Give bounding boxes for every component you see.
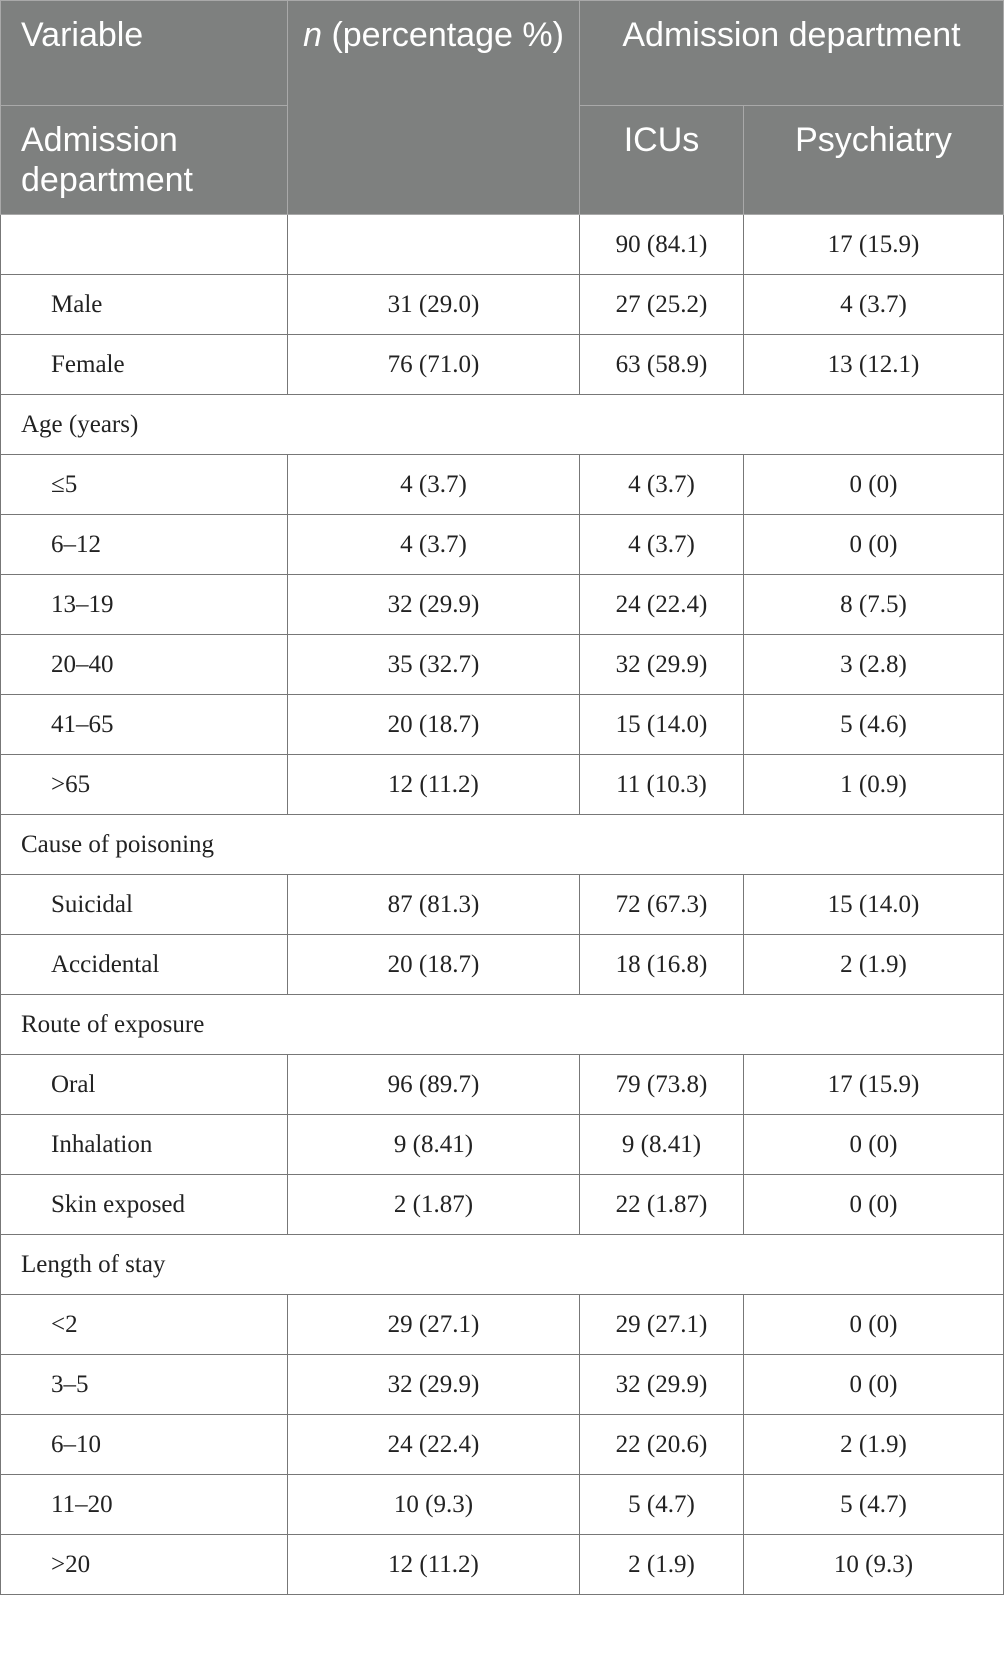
cell-psychiatry: 2 (1.9) [744, 1415, 1004, 1475]
cell-n-percentage: 24 (22.4) [288, 1415, 580, 1475]
cell-n-percentage: 32 (29.9) [288, 1355, 580, 1415]
section-label: Route of exposure [1, 995, 1004, 1055]
header-sub-admission-department: Admission department [1, 106, 288, 215]
cell-icus: 4 (3.7) [580, 455, 744, 515]
cell-icus: 2 (1.9) [580, 1535, 744, 1595]
table-section-row [1, 395, 1004, 455]
table-row [1, 1355, 1004, 1415]
table-row [1, 755, 1004, 815]
cell-icus: 22 (1.87) [580, 1175, 744, 1235]
row-label: Accidental [1, 935, 288, 995]
cell-icus: 90 (84.1) [580, 215, 744, 275]
row-label: >20 [1, 1535, 288, 1595]
row-label: 13–19 [1, 575, 288, 635]
table-row [1, 215, 1004, 275]
cell-icus: 11 (10.3) [580, 755, 744, 815]
cell-icus: 32 (29.9) [580, 1355, 744, 1415]
cell-psychiatry: 0 (0) [744, 1175, 1004, 1235]
row-label: Oral [1, 1055, 288, 1115]
cell-psychiatry: 3 (2.8) [744, 635, 1004, 695]
cell-icus: 63 (58.9) [580, 335, 744, 395]
table-section-row [1, 815, 1004, 875]
row-label: Suicidal [1, 875, 288, 935]
table-row [1, 635, 1004, 695]
table-row [1, 1475, 1004, 1535]
cell-n-percentage: 31 (29.0) [288, 275, 580, 335]
row-label: 3–5 [1, 1355, 288, 1415]
cell-psychiatry: 0 (0) [744, 1115, 1004, 1175]
cell-n-percentage [288, 215, 580, 275]
cell-icus: 18 (16.8) [580, 935, 744, 995]
cell-psychiatry: 0 (0) [744, 455, 1004, 515]
header-icus: ICUs [580, 106, 744, 215]
cell-n-percentage: 87 (81.3) [288, 875, 580, 935]
cell-psychiatry: 2 (1.9) [744, 935, 1004, 995]
header-admission-department: Admission department [580, 1, 1004, 106]
row-label: 41–65 [1, 695, 288, 755]
section-label: Age (years) [1, 395, 1004, 455]
cell-n-percentage: 12 (11.2) [288, 1535, 580, 1595]
cell-icus: 32 (29.9) [580, 635, 744, 695]
cell-psychiatry: 5 (4.7) [744, 1475, 1004, 1535]
cell-psychiatry: 5 (4.6) [744, 695, 1004, 755]
table-row [1, 875, 1004, 935]
header-row [1, 1, 1004, 106]
header-psychiatry: Psychiatry [744, 106, 1004, 215]
cell-psychiatry: 13 (12.1) [744, 335, 1004, 395]
row-label: 6–10 [1, 1415, 288, 1475]
cell-icus: 24 (22.4) [580, 575, 744, 635]
table-row [1, 1535, 1004, 1595]
cell-psychiatry: 0 (0) [744, 1355, 1004, 1415]
row-label: ≤5 [1, 455, 288, 515]
cell-n-percentage: 20 (18.7) [288, 695, 580, 755]
header-n-percentage [288, 1, 580, 215]
cell-n-percentage: 4 (3.7) [288, 515, 580, 575]
cell-icus: 79 (73.8) [580, 1055, 744, 1115]
table-row [1, 1295, 1004, 1355]
table-row [1, 335, 1004, 395]
cell-n-percentage: 29 (27.1) [288, 1295, 580, 1355]
cell-psychiatry: 17 (15.9) [744, 1055, 1004, 1115]
row-label: Female [1, 335, 288, 395]
row-label: >65 [1, 755, 288, 815]
table-row [1, 1115, 1004, 1175]
cell-psychiatry: 4 (3.7) [744, 275, 1004, 335]
table-row [1, 515, 1004, 575]
row-label: Skin exposed [1, 1175, 288, 1235]
cell-n-percentage: 76 (71.0) [288, 335, 580, 395]
row-label: 20–40 [1, 635, 288, 695]
table-row [1, 275, 1004, 335]
cell-n-percentage: 2 (1.87) [288, 1175, 580, 1235]
table-row [1, 935, 1004, 995]
cell-psychiatry: 10 (9.3) [744, 1535, 1004, 1595]
cell-n-percentage: 35 (32.7) [288, 635, 580, 695]
cell-psychiatry: 1 (0.9) [744, 755, 1004, 815]
cell-icus: 4 (3.7) [580, 515, 744, 575]
row-label: Inhalation [1, 1115, 288, 1175]
row-label [1, 215, 288, 275]
table-row [1, 455, 1004, 515]
cell-psychiatry: 15 (14.0) [744, 875, 1004, 935]
table-row [1, 1055, 1004, 1115]
cell-icus: 22 (20.6) [580, 1415, 744, 1475]
cell-icus: 29 (27.1) [580, 1295, 744, 1355]
header-n-letter: n [303, 16, 322, 54]
table-row [1, 1415, 1004, 1475]
cell-n-percentage: 32 (29.9) [288, 575, 580, 635]
cell-icus: 9 (8.41) [580, 1115, 744, 1175]
cell-icus: 15 (14.0) [580, 695, 744, 755]
row-label: 11–20 [1, 1475, 288, 1535]
table-header [1, 1, 1004, 215]
cell-n-percentage: 10 (9.3) [288, 1475, 580, 1535]
cell-psychiatry: 0 (0) [744, 515, 1004, 575]
table-section-row [1, 1235, 1004, 1295]
cell-psychiatry: 0 (0) [744, 1295, 1004, 1355]
row-label: Male [1, 275, 288, 335]
table-row [1, 695, 1004, 755]
cell-n-percentage: 96 (89.7) [288, 1055, 580, 1115]
row-label: 6–12 [1, 515, 288, 575]
table-row [1, 575, 1004, 635]
cell-psychiatry: 8 (7.5) [744, 575, 1004, 635]
cell-n-percentage: 9 (8.41) [288, 1115, 580, 1175]
table-section-row [1, 995, 1004, 1055]
cell-icus: 27 (25.2) [580, 275, 744, 335]
section-label: Cause of poisoning [1, 815, 1004, 875]
cell-n-percentage: 4 (3.7) [288, 455, 580, 515]
header-variable: Variable [1, 1, 288, 106]
cell-n-percentage: 20 (18.7) [288, 935, 580, 995]
section-label: Length of stay [1, 1235, 1004, 1295]
table-row [1, 1175, 1004, 1235]
cell-psychiatry: 17 (15.9) [744, 215, 1004, 275]
cell-n-percentage: 12 (11.2) [288, 755, 580, 815]
cell-icus: 72 (67.3) [580, 875, 744, 935]
table-body [1, 215, 1004, 1595]
row-label: <2 [1, 1295, 288, 1355]
cell-icus: 5 (4.7) [580, 1475, 744, 1535]
header-percentage-label: (percentage %) [322, 16, 564, 54]
